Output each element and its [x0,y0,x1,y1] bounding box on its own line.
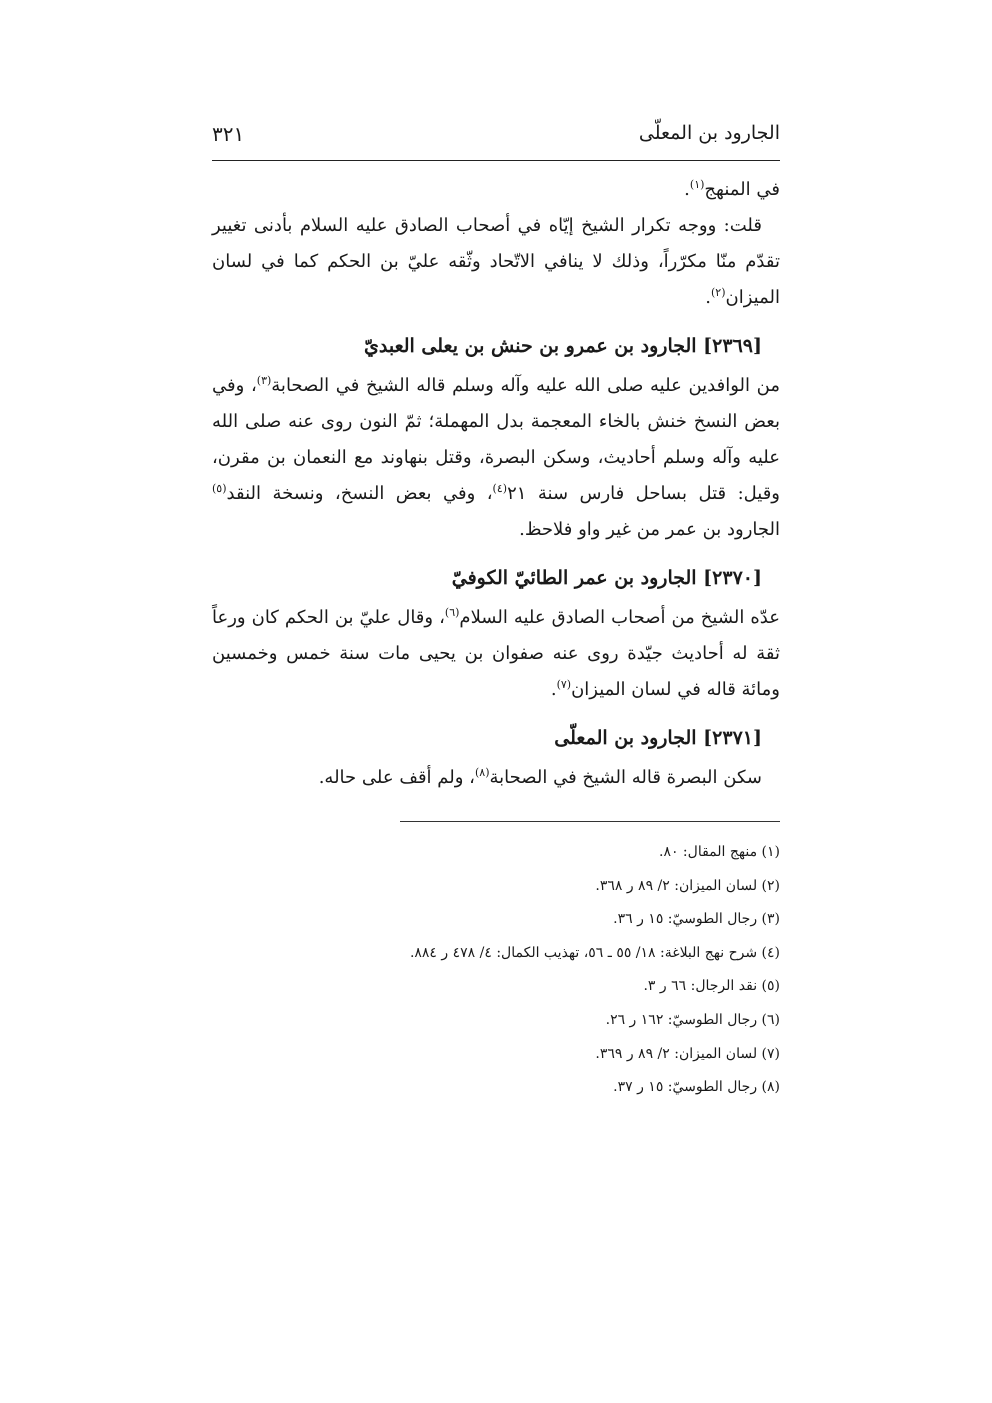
header-divider [212,160,780,161]
footnote-1: (١) منهج المقال: ٨٠. [658,844,780,860]
footnote-divider [400,821,780,822]
footnote-6: (٦) رجال الطوسيّ: ١٦٢ ر ٢٦. [605,1011,780,1028]
entry-text-2371: سكن البصرة قاله الشيخ في الصحابة$^{(٨)}$، ولم أقف على حاله. [318,766,762,788]
entry-heading-2370: [٢٣٧٠] الجارود بن عمر الطائيّ الكوفيّ [451,567,762,589]
page-number: ٣٢١ [212,122,245,146]
footnote-2: (٢) لسان الميزان: ٢/ ٨٩ ر ٣٦٨. [595,877,780,894]
footnote-5: (٥) نقد الرجال: ٦٦ ر ٣. [643,978,780,995]
footnote-4: (٤) شرح نهج البلاغة: ١٨/ ٥٥ ـ ٥٦، تهذيب الكمال: ٤/ ٤٧٨ ر ٨٨٤. [409,944,780,961]
footnotes [212,836,780,1105]
paragraph-2: قلت: ووجه تكرار الشيخ إيّاه في أصحاب الصادق عليه السلام بأدنى تغيير تقدّم منّا مكرّراً، وذلك لا ينافي الاتّحاد وثّقه عليّ بن الحكم كما في لسان الميزان$^{(٢)}$. [212,215,780,308]
entry-text-2370: عدّه الشيخ من أصحاب الصادق عليه السلام$^{(٦)}$، وقال عليّ بن الحكم كان ورعاً ثقة له أحاديث جيّدة روى عنه صفوان بن يحيى مات سنة خمس وخمسين ومائة قاله في لسان الميزان$^{(٧)}$. [212,606,780,700]
entry-text-2369: من الوافدين عليه صلى الله عليه وآله وسلم قاله الشيخ في الصحابة$^{(٣)}$، وفي بعض النسخ خنش بالخاء المعجمة بدل المهملة؛ ثمّ النون روى عنه صلى الله عليه وآله وسلم أحاديث، وسكن البصرة، وقتل بنهاوند مع النعمان بن مقرن، وقيل: قتل بساحل فارس سنة ٢١$^{(٤)}$، وفي بعض النسخ، ونسخة النقد$^{(٥)}$ الجارود بن عمر من غير واو فلاحظ. [212,374,780,540]
entry-heading-2369: [٢٣٦٩] الجارود بن عمرو بن حنش بن يعلى العبديّ [364,335,762,357]
footnote-7: (٧) لسان الميزان: ٢/ ٨٩ ر ٣٦٩. [595,1045,780,1062]
running-header-title: الجارود بن المعلّى [638,122,780,144]
footnote-ref-4[interactable]: (٤) [492,482,508,495]
main-text [212,172,780,796]
footnote-ref-6[interactable]: (٦) [444,606,460,619]
entry-heading-2371: [٢٣٧١] الجارود بن المعلّى [554,727,762,749]
footnote-8: (٨) رجال الطوسيّ: ١٥ ر ٣٧. [613,1079,780,1096]
footnote-ref-2[interactable]: (٢) [711,286,726,299]
footnote-ref-1[interactable]: (١) [689,178,705,191]
footnote-ref-8[interactable]: (٨) [474,766,490,779]
footnote-ref-3[interactable]: (٣) [256,374,272,387]
paragraph-1: في المنهج$^{(١)}$. [684,178,780,200]
footnote-ref-5[interactable]: (٥) [212,482,227,495]
footnote-3: (٣) رجال الطوسيّ: ١٥ ر ٣٦. [613,911,780,928]
footnote-ref-7[interactable]: (٧) [556,678,572,691]
